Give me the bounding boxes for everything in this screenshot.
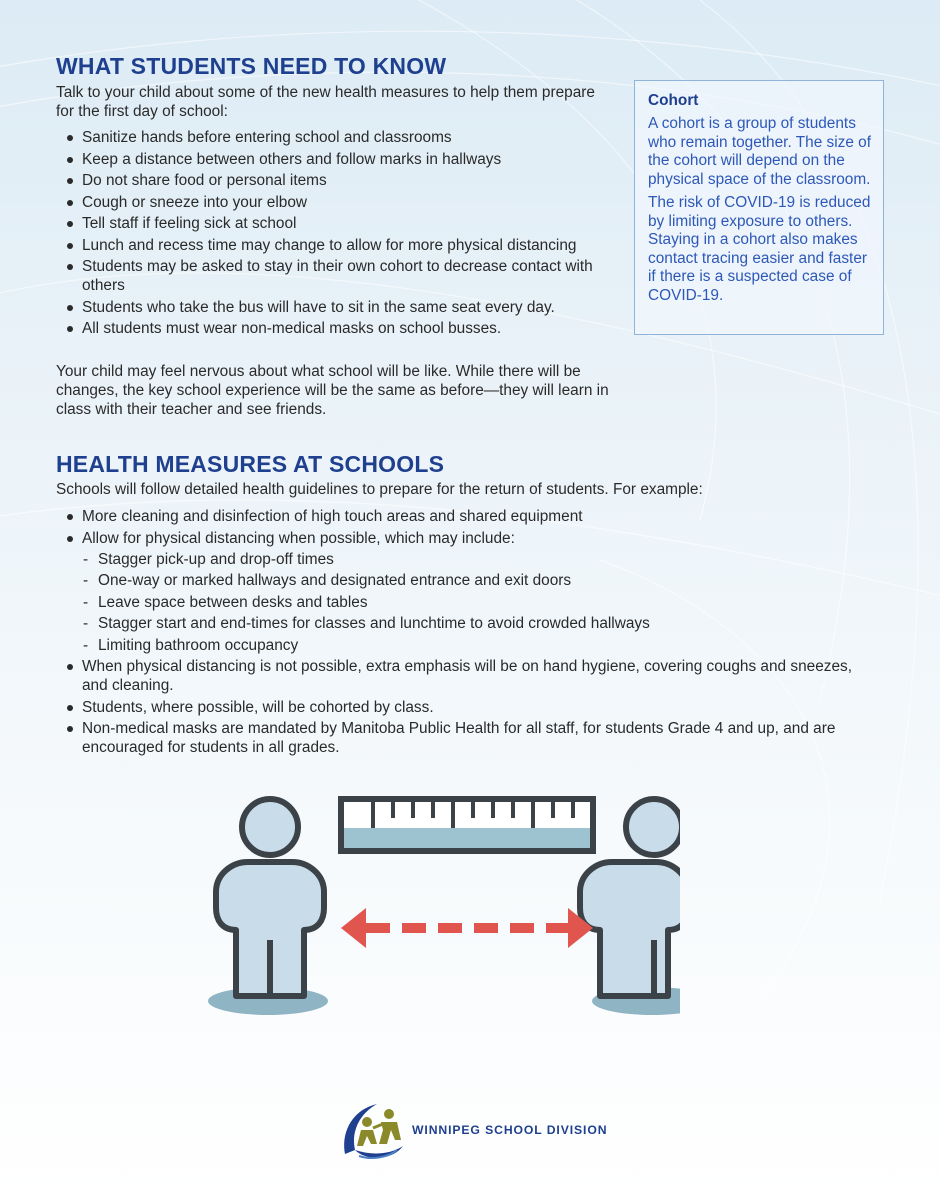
sub-list-item: - Stagger pick-up and drop-off times	[54, 550, 874, 569]
cohort-paragraph-2: The risk of COVID-19 is reduced by limiting exposure to others. Staying in a cohort also makes contact tracing easier and faster if there is a suspected case of COVID-19.	[648, 194, 871, 304]
list-item: More cleaning and disinfection of high touch areas and shared equipment	[54, 507, 874, 526]
cohort-sidebar-box	[634, 80, 884, 335]
students-bullet-list	[54, 128, 614, 341]
sub-list-item: - Stagger start and end-times for classes and lunchtime to avoid crowded hallways	[54, 614, 874, 633]
sub-list-item: - Leave space between desks and tables	[54, 593, 874, 612]
sub-list-item: - Limiting bathroom occupancy	[54, 636, 874, 655]
school-division-name: WINNIPEG SCHOOL DIVISION	[412, 1123, 608, 1137]
list-item: Sanitize hands before entering school and classrooms	[54, 128, 614, 147]
distancing-sub-list	[54, 550, 874, 655]
list-item-text: Allow for physical distancing when possible, which may include:	[82, 529, 515, 547]
list-item: When physical distancing is not possible, extra emphasis will be on hand hygiene, covering coughs and sneezes, and cleaning.	[54, 657, 874, 695]
physical-distancing-illustration	[200, 790, 680, 1030]
list-item: Students who take the bus will have to sit in the same seat every day.	[54, 298, 614, 317]
list-item	[54, 529, 874, 655]
section-title-health: HEALTH MEASURES AT SCHOOLS	[56, 451, 445, 477]
list-item: Do not share food or personal items	[54, 171, 614, 190]
ruler-icon	[341, 799, 593, 851]
sub-list-item: - One-way or marked hallways and designated entrance and exit doors	[54, 571, 874, 590]
double-arrow-icon	[341, 908, 593, 948]
person-icon	[216, 799, 324, 996]
section-intro-students: Talk to your child about some of the new health measures to help them prepare for the first day of school:	[56, 84, 595, 120]
list-item: Tell staff if feeling sick at school	[54, 214, 614, 233]
section-closing-students: Your child may feel nervous about what school will be like. While there will be changes, the key school experience will be the same as before—they will learn in class with their teacher and see friends.	[56, 363, 609, 418]
list-item: Non-medical masks are mandated by Manitoba Public Health for all staff, for students Grade 4 and up, and are encouraged for students in all grades.	[54, 719, 874, 757]
list-item: Cough or sneeze into your elbow	[54, 193, 614, 212]
section-title-students: WHAT STUDENTS NEED TO KNOW	[56, 53, 447, 79]
list-item: Lunch and recess time may change to allow for more physical distancing	[54, 236, 614, 255]
list-item: Students may be asked to stay in their own cohort to decrease contact with others	[54, 257, 614, 295]
cohort-title: Cohort	[648, 92, 699, 109]
health-bullet-list	[54, 507, 874, 760]
list-item: Keep a distance between others and follow marks in hallways	[54, 150, 614, 169]
cohort-paragraph-1: A cohort is a group of students who remain together. The size of the cohort will depend on the physical space of the classroom.	[648, 115, 872, 188]
list-item: Students, where possible, will be cohorted by class.	[54, 698, 874, 717]
list-item: All students must wear non-medical masks on school busses.	[54, 319, 614, 338]
section-intro-health: Schools will follow detailed health guidelines to prepare for the return of students. For example:	[56, 481, 703, 498]
